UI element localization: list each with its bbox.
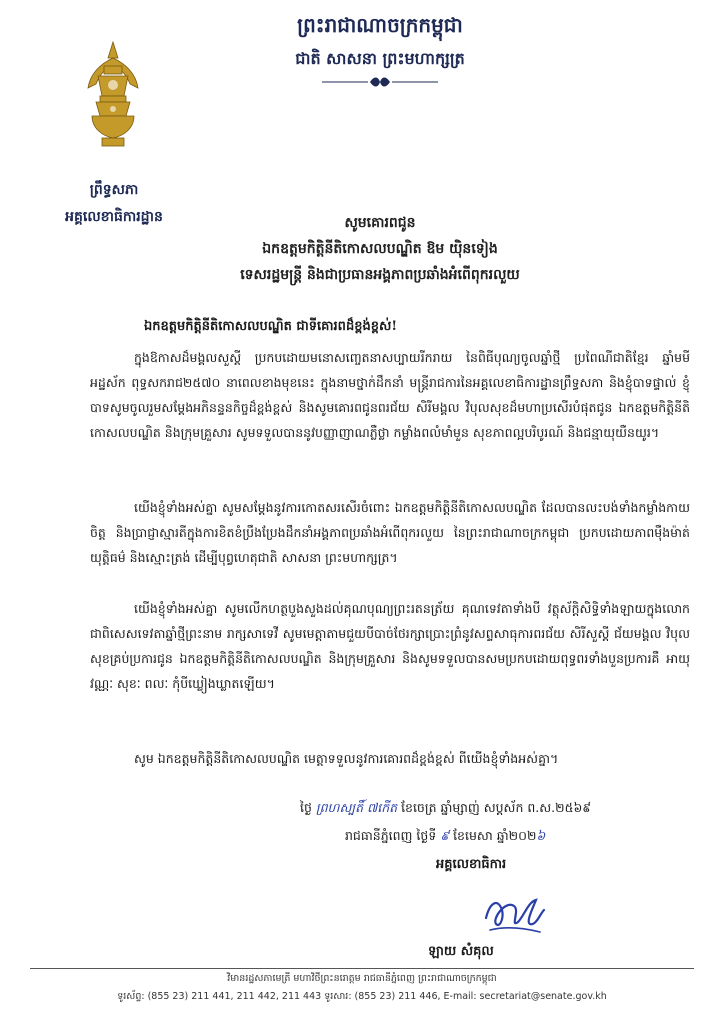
recipient-block	[100, 210, 660, 288]
solar-date-prefix: រាជធានីភ្នំពេញ ថ្ងៃទី	[345, 828, 437, 843]
footer-contact: ទូរស័ព្ទ: (855 23) 211 441, 211 442, 211 443 ទូរសារ: (855 23) 211 446, E-mail: secretariat@senate.gov.kh	[117, 991, 607, 1002]
national-motto: ជាតិ សាសនា ព្រះមហាក្សត្រ	[295, 49, 465, 68]
paragraph-1-text: ក្នុងឱកាសដ៏មង្គលសួស្តី ប្រកបដោយមនោសញ្ចេតនាសប្បាយរីករាយ នៃពិធីបុណ្យចូលឆ្នាំថ្មី ប្រពៃណីជាតិខ្មែរ ឆ្នាំមមី អដ្ឋស័ក ពុទ្ធសករាជ២៥៧០ នាពេលខាងមុខនេះ ក្នុងនាមថ្នាក់ដឹកនាំ មន្ត្រីរាជការនៃអគ្គលេខាធិការដ្ឋានព្រឹទ្ធសភា និងខ្ញុំបាទផ្ទាល់ ខ្ញុំបាទសូមចូលរួមសម្តែងអភិនន្ទនកិច្ចដ៏ខ្ពង់ខ្ពស់ និងសូមគោរពជូនពរជ័យ សិរីមង្គល វិបុលសុខដ៏មហាប្រសើរបំផុតជូន ឯកឧត្តមកិត្តិនីតិកោសលបណ្ឌិត និងក្រុមគ្រួសារ សូមទទួលបាននូវបញ្ញាញាណភ្លឺថ្លា កម្លាំងពលំមាំមួន សុខភាពល្អបរិបូរណ៍ និងជន្មាយុយឺនយូរ។	[90, 350, 690, 440]
secretariat-name: អគ្គលេខាធិការដ្ឋាន	[65, 209, 163, 225]
paragraph-1	[90, 345, 690, 445]
paragraph-3-text: យើងខ្ញុំទាំងអស់គ្នា សូមលើកហត្ថបួងសួងដល់គុណបុណ្យព្រះរតនត្រ័យ គុណទេវតាទាំងបី វត្ថុស័ក្តិសិទ្ធិទាំងឡាយក្នុងលោក ជាពិសេសទេវតាឆ្នាំថ្មីព្រះនាម រាក្សសាទេវី សូមមេត្តាតាមជួយបីបាច់ថែរក្សាប្រោះព្រំនូវសព្ទសាធុការពរជ័យ សិរីសួស្តី ជ័យមង្គល វិបុលសុខគ្រប់ប្រការជូន ឯកឧត្តមកិត្តិនីតិកោសលបណ្ឌិត និងក្រុមគ្រួសារ និងសូមទទួលបានសមប្រកបដោយពុទ្ធពរទាំងបួនប្រការគឺ អាយុ វណ្ណៈ សុខៈ ពលៈ កុំបីឃ្លៀងឃ្លាតឡើយ។	[90, 601, 690, 691]
ornament-divider-icon	[320, 76, 440, 88]
recipient-title: ទេសរដ្ឋមន្ត្រី និងជាប្រធានអង្គភាពប្រឆាំងអំពើពុករលួយ	[240, 267, 520, 283]
paragraph-2	[90, 495, 690, 570]
footer-address: វិមានរដ្ឋសភាមេត្រី មហាវិថីព្រះនរោត្តម រាជធានីភ្នំពេញ ព្រះរាជាណាចក្រកម្ពុជា	[227, 973, 497, 984]
paragraph-4	[90, 746, 690, 771]
recipient-greeting: សូមគោរពជូន	[344, 215, 416, 231]
kingdom-name: ព្រះរាជាណាចក្រកម្ពុជា	[297, 13, 463, 37]
paragraph-4-text: សូម ឯកឧត្តមកិត្តិនីតិកោសលបណ្ឌិត មេត្តាទទួលនូវការគោរពដ៏ខ្ពង់ខ្ពស់ ពីយើងខ្ញុំទាំងអស់គ្នា។	[134, 751, 559, 766]
senate-emblem-icon	[82, 40, 144, 150]
footer-divider	[30, 968, 694, 969]
lunar-date	[300, 800, 591, 819]
lunar-date-prefix: ថ្ងៃ	[300, 800, 312, 815]
solar-date-year-digit: ៦	[536, 828, 546, 843]
paragraph-3	[90, 596, 690, 696]
lunar-date-handwritten: ព្រហស្បតិ៍ ៧កើត	[315, 800, 398, 815]
solar-date	[345, 828, 545, 847]
solar-date-rest: ខែមេសា ឆ្នាំ២០២	[453, 828, 537, 843]
lunar-date-rest: ខែចេត្រ ឆ្នាំម្សាញ់ សប្តស័ក ព.ស.២៥៦៩	[401, 800, 592, 815]
signatory-title: អគ្គលេខាធិការ	[436, 857, 507, 872]
recipient-name: ឯកឧត្តមកិត្តិនីតិកោសលបណ្ឌិត ឱម យ៉ិនទៀង	[262, 241, 498, 257]
salutation: ឯកឧត្តមកិត្តិនីតិកោសលបណ្ឌិត ជាទីគោរពដ៏ខ្ពង់ខ្ពស់!	[144, 319, 398, 334]
kingdom-header	[230, 12, 530, 88]
paragraph-2-text: យើងខ្ញុំទាំងអស់គ្នា សូមសម្តែងនូវការកោតសរសើរចំពោះ ឯកឧត្តមកិត្តិនីតិកោសលបណ្ឌិត ដែលបានលះបង់ទាំងកម្លាំងកាយចិត្ត និងប្រាជ្ញាស្មារតីក្នុងការខិតខំប្រឹងប្រែងដឹកនាំអង្គភាពប្រឆាំងអំពើពុករលួយ នៃព្រះរាជាណាចក្រកម្ពុជា ប្រកបដោយភាពម៉ឺងម៉ាត់ យុត្តិធម៌ និងស្មោះត្រង់ ដើម្បីបុព្វហេតុជាតិ សាសនា ព្រះមហាក្សត្រ។	[90, 500, 690, 565]
handwritten-signature-icon	[480, 888, 550, 938]
senate-name: ព្រឹទ្ធសភា	[89, 182, 139, 198]
signatory-name: ឡាយ សំគុល	[428, 944, 494, 959]
solar-date-day: ៩	[440, 828, 450, 843]
